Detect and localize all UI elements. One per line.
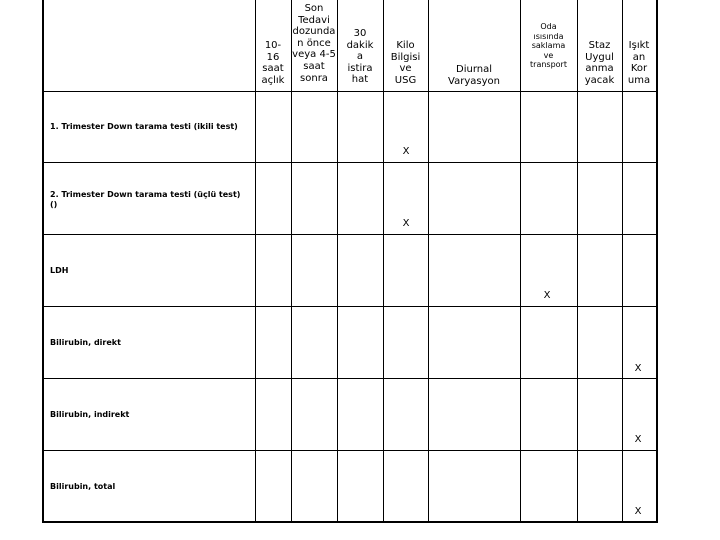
row-label: Bilirubin, direkt bbox=[50, 338, 121, 347]
column-header: 10- 16 saat açlık bbox=[261, 40, 285, 86]
cell-mark: X bbox=[634, 506, 642, 517]
table-border-left bbox=[42, 0, 44, 523]
cell-mark: X bbox=[634, 434, 642, 445]
cell-mark: X bbox=[543, 290, 551, 301]
row-label: 1. Trimester Down tarama testi (ikili test) bbox=[50, 122, 238, 131]
row-divider bbox=[42, 450, 658, 451]
column-header: Diurnal Varyasyon bbox=[448, 64, 500, 87]
row-divider bbox=[42, 234, 658, 235]
column-header: Staz Uygul anma yacak bbox=[584, 40, 615, 86]
cell-mark: X bbox=[402, 218, 410, 229]
row-label: Bilirubin, indirekt bbox=[50, 410, 130, 419]
table-border-bottom bbox=[42, 521, 658, 523]
table-border-right bbox=[656, 0, 658, 523]
test-requirements-table bbox=[42, 0, 658, 523]
column-header: 30 dakik a istira hat bbox=[346, 28, 374, 86]
row-label: LDH bbox=[50, 266, 69, 275]
column-header: Oda ısısında saklama ve transport bbox=[530, 22, 567, 69]
column-header: Kilo Bilgisi ve USG bbox=[390, 40, 421, 86]
row-divider bbox=[42, 306, 658, 307]
column-header: Son Tedavi dozunda n önce veya 4-5 saat sonra bbox=[292, 3, 336, 84]
row-label: Bilirubin, total bbox=[50, 482, 116, 491]
column-header: Işıkt an Kor uma bbox=[627, 40, 651, 86]
cell-mark: X bbox=[402, 146, 410, 157]
row-divider bbox=[42, 378, 658, 379]
cell-mark: X bbox=[634, 363, 642, 374]
row-label: 2. Trimester Down tarama testi (üçlü test) () bbox=[50, 190, 241, 209]
row-divider bbox=[42, 162, 658, 163]
row-divider bbox=[42, 91, 658, 92]
